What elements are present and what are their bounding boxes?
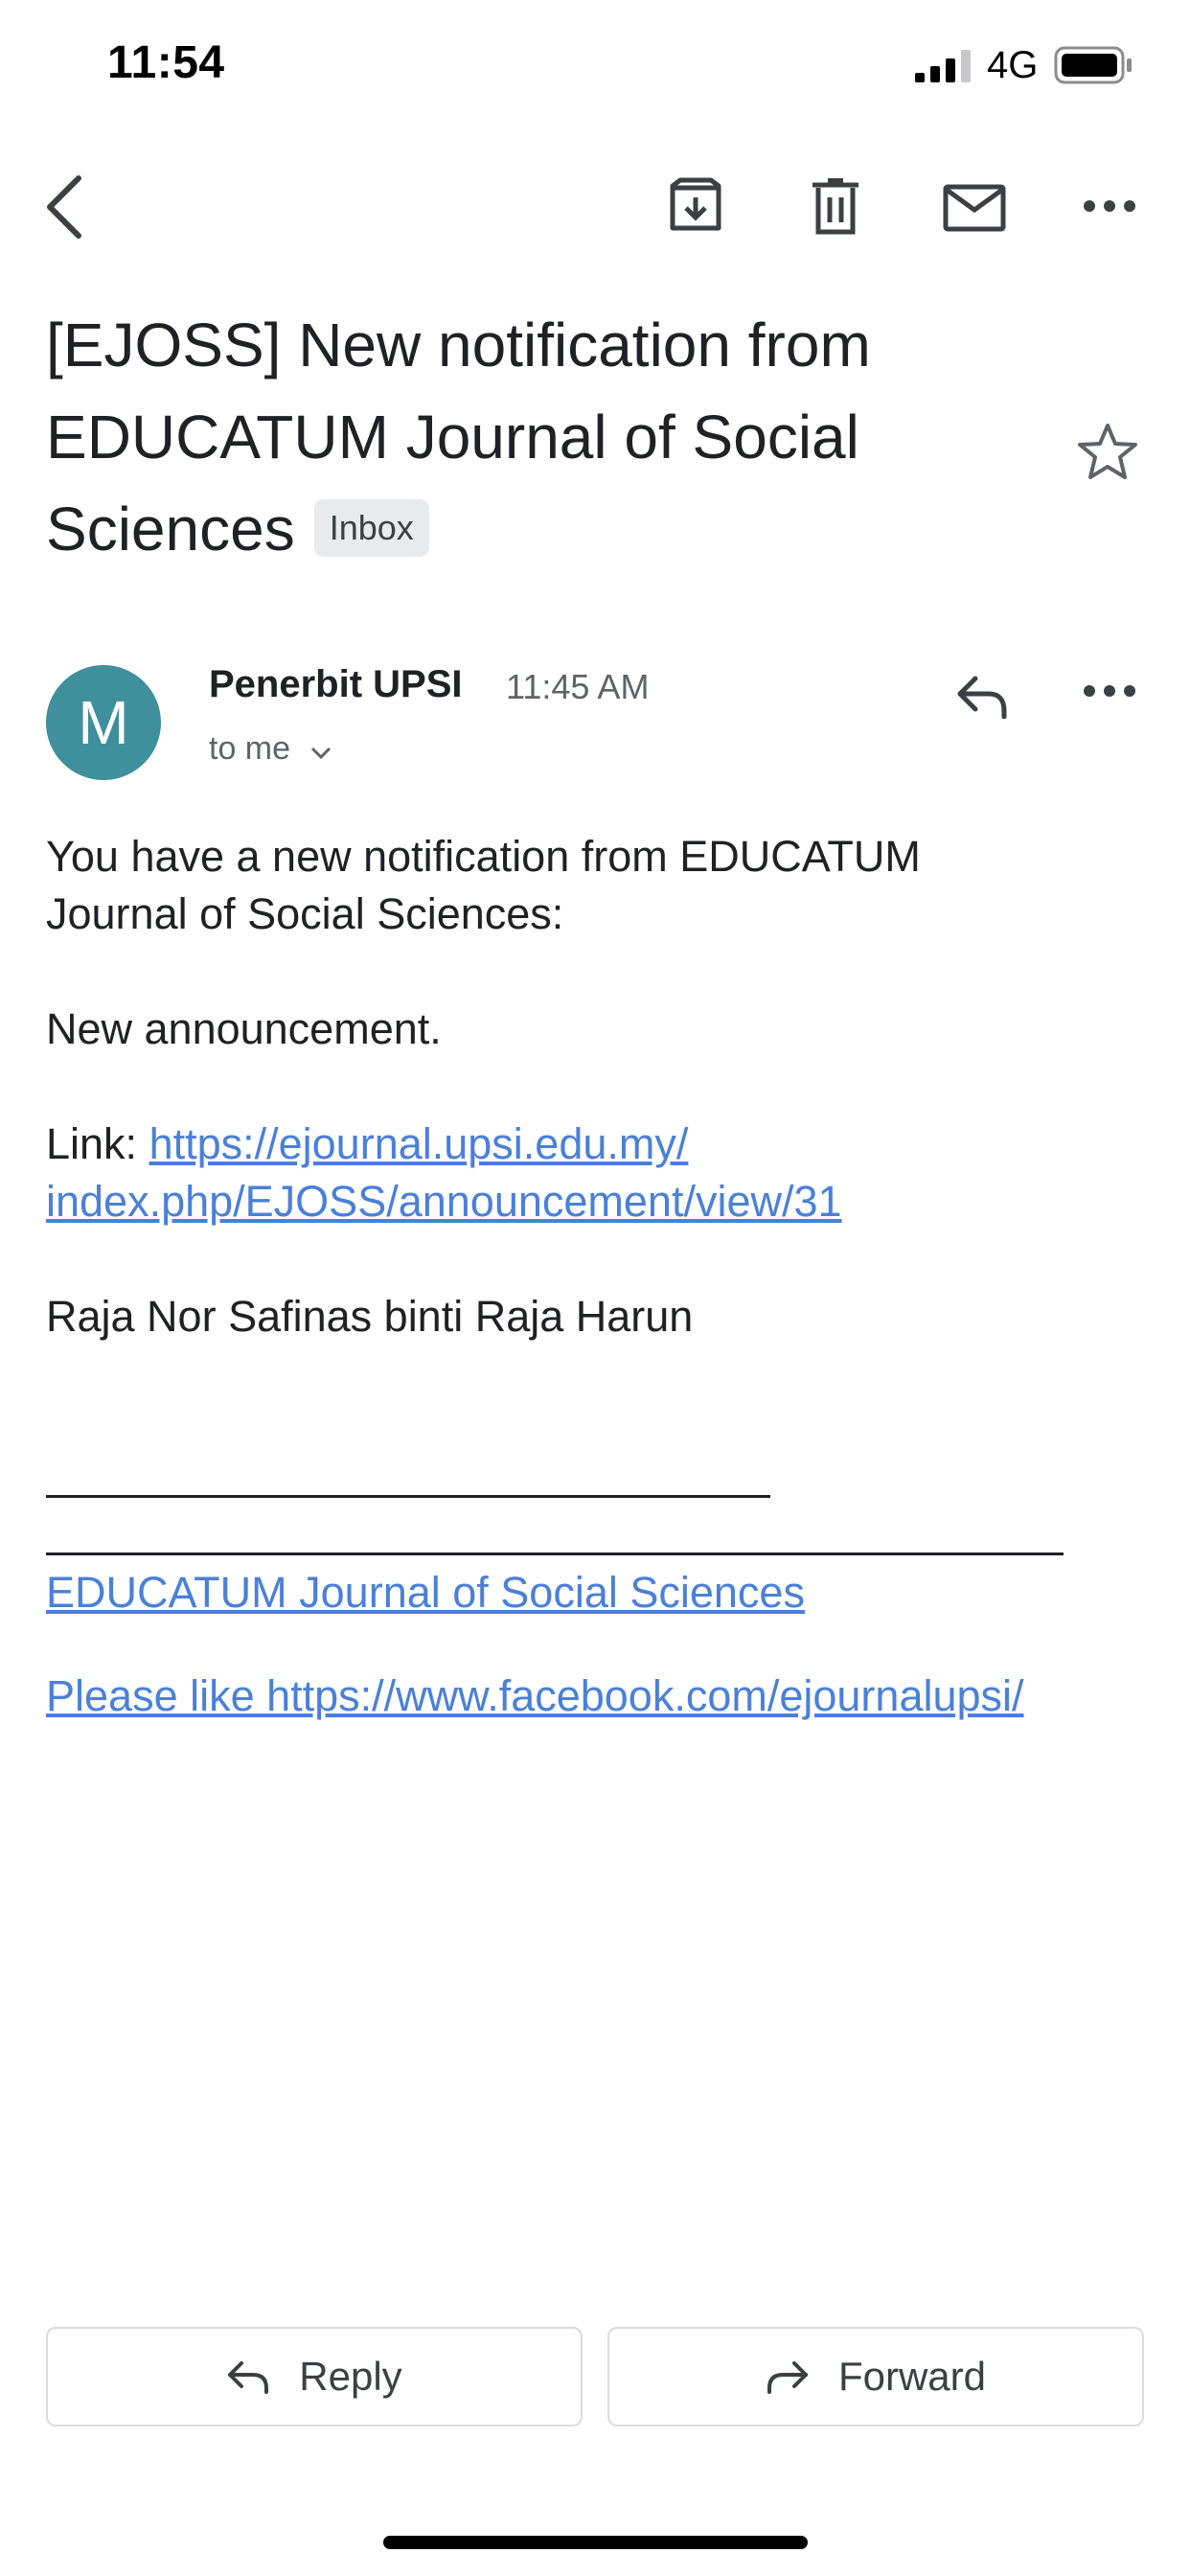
journal-link[interactable]: EDUCATUM Journal of Social Sciences xyxy=(46,1568,805,1617)
announcement-link-part1: https://ejournal.upsi.edu.my/ xyxy=(149,1119,689,1168)
network-type: 4G xyxy=(987,44,1039,86)
avatar[interactable]: M xyxy=(46,665,161,780)
signature-name: Raja Nor Safinas binti Raja Harun xyxy=(46,1292,694,1341)
mark-unread-icon[interactable] xyxy=(943,184,1006,237)
body-link-line xyxy=(46,1116,1148,1230)
announcement-link[interactable] xyxy=(46,1119,842,1226)
email-time: 11:45 AM xyxy=(506,667,650,706)
back-icon[interactable] xyxy=(42,172,88,246)
delete-icon[interactable] xyxy=(811,176,860,241)
battery-icon xyxy=(1054,46,1134,89)
signal-icon xyxy=(915,50,974,87)
body-intro: You have a new notification from EDUCATUM Journal of Social Sciences: xyxy=(46,832,921,938)
body-announcement: New announcement. xyxy=(46,1004,442,1053)
journal-link-line xyxy=(46,1564,1148,1622)
home-indicator[interactable] xyxy=(383,2536,808,2549)
recipient-text: to me xyxy=(209,730,291,767)
message-more-icon[interactable] xyxy=(1083,684,1136,702)
signature-divider xyxy=(46,1495,770,1498)
inbox-label-badge[interactable]: Inbox xyxy=(314,499,429,557)
more-icon[interactable] xyxy=(1083,199,1136,218)
signature-divider xyxy=(46,1552,1064,1555)
reply-icon xyxy=(226,2359,270,2394)
link-label: Link: xyxy=(46,1119,149,1168)
forward-label: Forward xyxy=(837,2354,987,2399)
reply-label: Reply xyxy=(299,2354,402,2399)
forward-button[interactable] xyxy=(607,2327,1144,2426)
recipient-toggle[interactable] xyxy=(209,730,332,770)
reply-button[interactable] xyxy=(46,2327,583,2426)
facebook-link[interactable]: Please like https://www.facebook.com/ejournalupsi/ xyxy=(46,1671,1024,1720)
announcement-link-part2: index.php/EJOSS/announcement/view/31 xyxy=(46,1177,842,1226)
reply-icon[interactable] xyxy=(954,673,1010,724)
facebook-link-line xyxy=(46,1668,1148,1725)
archive-icon[interactable] xyxy=(667,176,724,239)
email-subject xyxy=(46,299,1052,575)
sender-name: Penerbit UPSI xyxy=(209,663,463,705)
subject-text: [EJOSS] New notification from EDUCATUM Journal of Social Sciences xyxy=(46,310,871,564)
chevron-down-icon xyxy=(309,732,332,770)
status-time: 11:54 xyxy=(107,37,225,88)
forward-icon xyxy=(766,2359,810,2394)
star-icon[interactable] xyxy=(1077,422,1138,486)
